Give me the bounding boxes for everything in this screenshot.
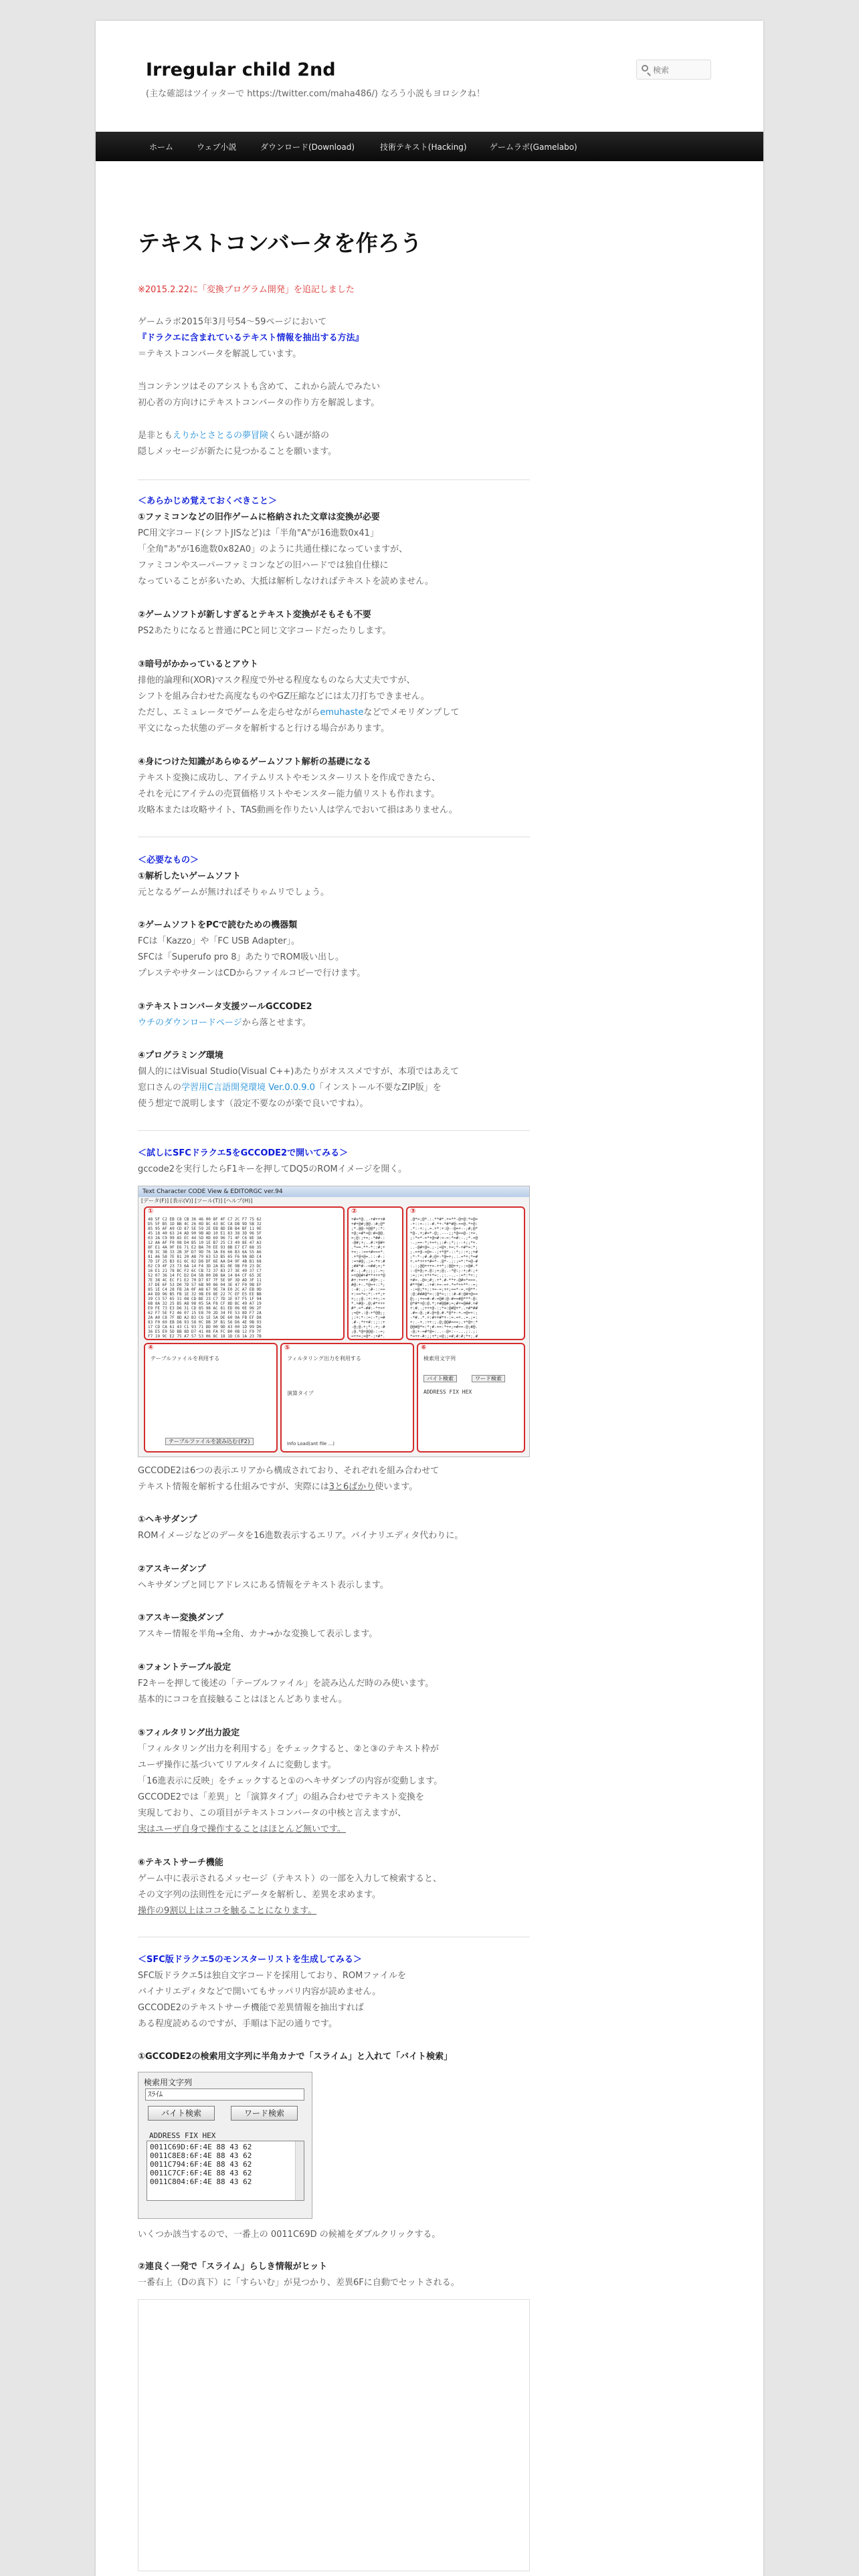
window-menubar: [データ(F)] [表示(V)] [ツール(T)] [ヘルプ(H)]: [141, 1198, 253, 1204]
paragraph-line: 攻略本または攻略サイト、TAS動画を作りたい人は学んでおいて損はありません。: [138, 805, 458, 815]
text: 3と6ばかり: [328, 1482, 375, 1492]
paragraph-line: GCCODE2のテキストサーチ機能で差異情報を抽出すれば: [138, 2003, 364, 2013]
paragraph-line: [138, 705, 459, 722]
paragraph-line: 「全角"あ"が16進数0x82A0」のように共通仕様になっていますが、: [138, 544, 408, 554]
paragraph-line: その文字列の法則性を元にデータを解析し、差異を求めます。: [138, 1890, 381, 1900]
ascii-dump-pane: [347, 1206, 403, 1340]
paragraph-line: gccode2を実行したらF1キーを押してDQ5のROMイメージを開く。: [138, 1164, 407, 1174]
section-title: ＜必要なもの＞: [138, 855, 199, 865]
paragraph-line: プレステやサターンはCDからファイルコピーで行けます。: [138, 968, 366, 978]
intro-line: ＝テキストコンバータを解説しています。: [138, 349, 302, 359]
paragraph-line: [138, 1080, 442, 1097]
entry-title: テキストコンバータを作ろう: [138, 230, 422, 256]
item-heading: ③テキストコンバータ支援ツールGCCODE2: [138, 1002, 312, 1012]
table-file-checkbox[interactable]: テーブルファイルを利用する: [151, 1356, 220, 1362]
update-note: ※2015.2.22に「変換プログラム開発」を追記しました: [138, 285, 355, 295]
kana-noise: .@*=;@*.:.**#*.+=**-@+@:*=@= -+::=-::-#.*+-*#*#@-==@.*+@: .*:-+:;.=.+*:+:@--@=+--;#;@* *@-.+;#=*-@;.---;;*@==@-:+=. ;:*=*-=*+@=#:=-=:*=#:-.;*.=@ -.;==-*;+=+;;:#-;*;;--+;;*+. ..-@#+@=.;-;=@+.+=;*-+#*=:*; ;.=+@-=@=--;+*@*-::*;::+;;+# ;*-*-;#.#;@+-*@=+;.:.=*+;*=# +.=*+++*#=*-.@*-.;:;=*:*=@-# :.:;@@+++=-++*;:@@++;-:=@#.* :-@+@;=.@:;=;@;.-*@:;-+;#:;+ :=;:=:+*+*=:.;:.-..-:=*:*+:; +#=.-@=;#;.+*.#-**+-@#=*===. #**@#:.:+#:+=-=+.*=*++**--=; -:=@;*+;:+=-=;++;==*-=.+@**- :@:###@*=::@*=;:::#-#:@#+@== @;-;+==#-#-=@#:@-#==#@***-@: @*#*+@:@.*;+#@@#;=;#+=@##.+# +:#..;+++@-:;*=:@#@+*..+#*## .#=-@.;#.@+@.#.*@*+-+.=@=+:; -*#..*.+:#++#*+-:=.=+..=.;=: +:.-+.:++:;.@;@@#===;.+*@+:* @@#@*=:*;#-==:*+=;=#==-@;#@. -@;+-=#*@=:..--@+:--...;:.;: *=++-#:;;+*;=@;;=#;#:#;*+;.#: [410, 1217, 478, 1339]
paragraph-line: ファミコンやスーパーファミコンなどの旧ハードでは独自仕様に: [138, 560, 389, 570]
text: テキスト情報を解析する仕組みですが、実際には: [138, 1482, 329, 1492]
load-table-button[interactable]: テーブルファイルを読み込む(F2): [165, 1438, 254, 1445]
paragraph-line: テキスト変換に成功し、アイテムリストやモンスターリストを作成できたら、: [138, 773, 441, 783]
paragraph-line: アスキー情報を半角→全角、カナ→かな変換して表示します。: [138, 1629, 378, 1639]
result-row[interactable]: 0011C794:6F:4E 88 43 62: [150, 2160, 252, 2169]
result-row[interactable]: 0011C7CF:6F:4E 88 43 62: [150, 2169, 252, 2177]
word-search-button[interactable]: ワード検索: [231, 2106, 298, 2121]
intro-line: 隠しメッセージが新たに見つかることを願います。: [138, 447, 337, 457]
paragraph-line: 操作の9割以上はココを触ることになります。: [138, 1906, 317, 1916]
hexdump-noise: 48 5F C2 EB C8 CB 36 46 00 8F 4F C7 2C F7 75 62 D5 5F B5 1D BB 4C 26 0D 8C 43 8C CA DB 9D 5B 32 85 95 AF A9 CD 87 5E 59 2E EB 8D EB B4 BF 11 0E 45 18 40 63 24 AD 90 9B AD 10 E1 83 38 3D 96 5F 03 2A C9 99 A5 EC 44 5D 0D 69 96 71 4F C6 8E 3A 12 AA AF F0 08 D4 B5 10 1E B7 25 C3 49 8E 47 A3 8F E1 4A 9F E6 71 E2 BA 70 EE 93 BB E7 E7 88 35 FB 3C 3B 33 2B 3F D7 9D 76 3A E6 66 B3 6A 55 A6 81 A6 58 7E 81 20 A8 79 63 53 B5 65 F6 9A 8D C4 7D 1F 25 B3 61 6C 82 D8 DF 6E AA D4 9F 4B B1 68 02 C9 4F 23 73 6A 14 F4 3D 2A B1 0E 9B F0 23 DC 16 E1 21 78 BC F2 6C CB 72 37 83 27 3E 49 37 C7 52 07 36 14 FC D2 D4 5B 00 D8 8A 14 84 CF 65 3E 7E 38 4C EC F1 E2 70 D7 97 7F 5E 9F 3D AD 3F 11 37 DE 6F 53 D0 7D 57 6B 90 86 04 3E 47 F0 9B EF 85 1E C4 28 FB 2A 0F A8 67 9E 7A E0 2C A7 EB 0D A4 DD 96 B5 FB 1E 32 9B E9 8E 22 7C EF E5 EE BB 39 C3 57 65 31 08 CD BE 23 C7 7D 1E 97 F5 1F 94 6B 8A 32 25 B5 A8 98 05 5A F8 CF 8D BC 49 A7 19 E9 FE 73 E3 D6 31 CD 85 98 AC 81 ED 06 0E 96 2F 62 F7 5E F2 46 07 15 E8 70 2D 34 FE 53 8D F7 2A 2A A0 C8 7F 8D A2 B3 C6 1E 5A DE 60 9A FB EF D8 83 F0 69 EB D8 93 58 0C DB 3F B1 56 D6 4E 9B 93 17 CD CA 61 43 C1 93 71 DD 00 9D 43 00 1D 99 D6 36 E5 E9 5D BB 8D D7 41 08 FA FC B0 0B 12 F9 7F F7 19 9C E2 75 A7 57 53 06 8C 18 1D C6 1A 23 7B: [148, 1217, 262, 1339]
section-title: ＜あらかじめ覚えておくべきこと＞: [138, 496, 278, 506]
pane-number: ⑤: [284, 1344, 290, 1352]
dream-adventure-link[interactable]: えりかとさとるの夢冒険: [173, 431, 269, 441]
section-title: ＜SFC版ドラクエ5のモンスターリストを生成してみる＞: [138, 1955, 362, 1965]
paragraph-line: 排他的論理和(XOR)マスク程度で外せる程度なものなら大丈夫ですが、: [138, 675, 415, 685]
search-box[interactable]: [636, 60, 711, 80]
paragraph-line: GCCODE2では「差異」と「演算タイプ」の組み合わせでテキスト変換を: [138, 1792, 425, 1802]
pane-number: ②: [351, 1208, 357, 1215]
item-heading: ②ゲームソフトをPCで読むための機器類: [138, 920, 298, 930]
paragraph-line: [138, 1479, 417, 1496]
item-heading: ③暗号がかかっているとアウト: [138, 659, 259, 669]
section-title: ＜試しにSFCドラクエ5をGCCODE2で開いてみる＞: [138, 1148, 349, 1158]
nav-item-hacking[interactable]: 技術テキスト(Hacking): [380, 142, 467, 152]
paragraph-line: 使う想定で説明します（設定不要なのが楽で良いですね）。: [138, 1099, 369, 1109]
ascii-noise: +#=*@..-+#+++# +#+@#;@@-:#;@* ;*.@@-+@@*;:*: +@;=#*=@:#=@@. =;@:;+=;-*##-: -@#;+;..#:+@#+ .*==.**-*::#;+ +=;-:==+#===*. .+*@+@=.::-#-: :=+#@;.;=-*+:# ;##*#--=##;=;* #:.;.#;;;;:.=; =+@@#+#**+++*@ #+:+=++.#@+.;- #@:+-.*@=+::*; :-#:.;-:#-::== +:==*=;*:-+*;+ +;;;@.:+:++;:= *.+#@-.@;#*+++ #*.=*-##:-*+=+ ;=@+.:@-+*@@;; ;:+:*-:=:-*;=# .#-.*++#::;::+ -@;@.+;*:.+;-# ;@.*@+@@@-:-=; =++=;=@*-;+#*.: [351, 1217, 385, 1339]
paragraph-line: 「16進表示に反映」をチェックすると①のヘキサダンプの内容が変動します。: [138, 1776, 443, 1786]
word-search-button[interactable]: ワード検索: [472, 1375, 505, 1382]
text: くらい謎が絡の: [268, 431, 330, 441]
paragraph-line: ユーザ操作に基づいてリアルタイムに変動します。: [138, 1760, 337, 1770]
intro-line: [138, 428, 329, 445]
result-header: ADDRESS FIX HEX: [149, 2131, 216, 2140]
paragraph-line: ある程度読めるのですが、手順は下記の通りです。: [138, 2019, 337, 2029]
item-heading: ①GCCODE2の検索用文字列に半角カナで「スライム」と入れて「バイト検索」: [138, 2052, 453, 2062]
paragraph-line: 実はユーザ自身で操作することはほとんど無いです。: [138, 1824, 346, 1834]
image-placeholder: [138, 2299, 530, 2571]
item-heading: ②連良く一発で「スライム」らしき情報がヒット: [138, 2262, 328, 2272]
item-heading: ④フォントテーブル設定: [138, 1662, 231, 1673]
result-list[interactable]: [147, 2141, 304, 2201]
paragraph-line: FCは「Kazzo」や「FC USB Adapter」。: [138, 936, 300, 946]
text: 是非とも: [138, 431, 173, 441]
result-row[interactable]: 0011C8E8:6F:4E 88 43 62: [150, 2151, 252, 2160]
search-input[interactable]: [652, 64, 710, 77]
paragraph-line: ゲーム中に表示されるメッセージ（テキスト）の一部を入力して検索すると、: [138, 1874, 442, 1884]
site-title[interactable]: Irregular child 2nd: [146, 60, 336, 80]
hexdump-pane: [144, 1206, 345, 1340]
result-row[interactable]: 0011C804:6F:4E 88 43 62: [150, 2177, 252, 2186]
paragraph-line: それを元にアイテムの売買価格リストやモンスター能力値リストも作れます。: [138, 789, 440, 799]
paragraph-line: SFCは「Superufo pro 8」あたりでROM吸い出し。: [138, 952, 344, 962]
item-heading: ②ゲームソフトが新しすぎるとテキスト変換がそもそも不要: [138, 610, 371, 620]
text: から落とせます。: [242, 1018, 311, 1028]
intro-line: 初心者の方向けにテキストコンバータの作り方を解説します。: [138, 398, 380, 408]
item-heading: ⑥テキストサーチ機能: [138, 1858, 223, 1868]
item-heading: ③アスキー変換ダンプ: [138, 1613, 223, 1623]
paragraph-line: シフトを組み合わせた高度なものやGZ圧縮などには太刀打ちできません。: [138, 691, 430, 702]
nav-item-home[interactable]: ホーム: [149, 142, 174, 152]
main-nav: [96, 132, 763, 161]
pane-number: ④: [148, 1344, 154, 1352]
scrollbar[interactable]: [295, 2141, 304, 2200]
divider: [138, 1130, 530, 1131]
nav-item-gamelabo[interactable]: ゲームラボ(Gamelabo): [490, 142, 577, 152]
c-dev-env-link[interactable]: 学習用C言語開発環境 Ver.0.0.9.0: [181, 1083, 315, 1093]
paragraph-line: 平文になった状態のデータを解析すると行ける場合があります。: [138, 724, 389, 734]
paragraph-line: [138, 1015, 311, 1032]
emuhaste-link[interactable]: emuhaste: [320, 708, 364, 718]
text: 「インストール不要なZIP版」を: [314, 1083, 442, 1093]
item-heading: ④プログラミング環境: [138, 1051, 223, 1061]
address-header: ADDRESS FIX HEX: [423, 1389, 472, 1395]
item-heading: ②アスキーダンプ: [138, 1564, 206, 1574]
pane-number: ①: [148, 1208, 154, 1215]
pane-number: ⑥: [421, 1344, 427, 1352]
filter-checkbox[interactable]: フィルタリング出力を利用する: [287, 1356, 361, 1362]
search-string-field[interactable]: ｽﾗｲﾑ: [145, 2088, 304, 2101]
item-heading: ⑤フィルタリング出力設定: [138, 1728, 240, 1738]
ascii-convert-pane: [406, 1206, 525, 1340]
font-table-pane: [144, 1343, 278, 1453]
paragraph-line: PS2あたりになると普通にPCと同じ文字コードだったりします。: [138, 626, 391, 636]
paragraph-line: PC用文字コード(シフトJISなど)は「半角"A"が16進数0x41」: [138, 528, 379, 538]
paragraph-line: バイナリエディタなどで開いてもサッパリ内容が読めません。: [138, 1987, 381, 1997]
gccode2-screenshot: [138, 1186, 530, 1457]
nav-item-download[interactable]: ダウンロード(Download): [260, 142, 355, 152]
paragraph-line: SFC版ドラクエ5は独自文字コードを採用しており、ROMファイルを: [138, 1971, 407, 1981]
intro-line: 当コンテンツはそのアシストも含めて、これから読んでみたい: [138, 382, 381, 392]
window-titlebar: Text Character CODE View & EDITORGC ver.94: [138, 1186, 529, 1197]
site-description: (主な確認はツイッターで https://twitter.com/maha486/) なろう小説もヨロシクね！: [146, 89, 485, 99]
search-string-label: 検索用文字列: [423, 1356, 456, 1362]
item-heading: ①解析したいゲームソフト: [138, 871, 242, 881]
item-heading: ④身につけた知識があらゆるゲームソフト解析の基礎になる: [138, 757, 371, 767]
result-row[interactable]: 0011C69D:6F:4E 88 43 62: [150, 2143, 252, 2151]
status-text: Info Load(ant file ...): [287, 1441, 335, 1446]
paragraph-line: 元となるゲームが無ければそりゃムリでしょう。: [138, 887, 330, 897]
paragraph-line: ROMイメージなどのデータを16進数表示するエリア。バイナリエディタ代わりに。: [138, 1531, 464, 1541]
paragraph-line: なっていることが多いため、大抵は解析しなければテキストを読めません。: [138, 576, 434, 586]
calc-type-label: 演算タイプ: [287, 1390, 314, 1396]
byte-search-button[interactable]: バイト検索: [148, 2106, 215, 2121]
paragraph-line: 「フィルタリング出力を利用する」をチェックすると、②と③のテキスト枠が: [138, 1744, 439, 1754]
text: 窓口さんの: [138, 1083, 182, 1093]
paragraph-line: 個人的にはVisual Studio(Visual C++)あたりがオススメですが、本項ではあえて: [138, 1067, 460, 1077]
byte-search-button[interactable]: バイト検索: [423, 1375, 457, 1382]
text: などでメモリダンプして: [363, 708, 460, 718]
search-group-label: 検索用文字列: [144, 2078, 193, 2087]
paragraph-line: GCCODE2は6つの表示エリアから構成されており、それぞれを組み合わせて: [138, 1466, 440, 1476]
paragraph-line: F2キーを押して後述の「テーブルファイル」を読み込んだ時のみ使います。: [138, 1679, 434, 1689]
pane-number: ③: [410, 1208, 416, 1215]
text-search-pane: [417, 1343, 525, 1453]
intro-line: ゲームラボ2015年3月号54〜59ページにおいて: [138, 317, 327, 327]
filter-pane: [280, 1343, 414, 1453]
search-icon: [642, 65, 648, 72]
paragraph-line: 基本的にココを直接触ることはほとんどありません。: [138, 1695, 347, 1705]
search-screenshot: [138, 2072, 312, 2219]
item-heading: ①ファミコンなどの旧作ゲームに格納された文章は変換が必要: [138, 512, 380, 522]
paragraph-line: ヘキサダンプと同じアドレスにある情報をテキスト表示します。: [138, 1580, 389, 1590]
text: ただし、エミュレータでゲームを走らせながら: [138, 708, 320, 718]
divider: [138, 479, 530, 480]
paragraph-line: いくつか該当するので、一番上の 0011C69D の候補をダブルクリックする。: [138, 2230, 441, 2240]
intro-highlight: 『ドラクエに含まれているテキスト情報を抽出する方法』: [138, 333, 364, 343]
paragraph-line: 一番右上（Dの真下）に「すらいむ」が見つかり、差異6Fに自動でセットされる。: [138, 2278, 460, 2288]
item-heading: ①ヘキサダンプ: [138, 1515, 197, 1525]
text: 使います。: [375, 1482, 418, 1492]
download-page-link[interactable]: ウチのダウンロードページ: [138, 1018, 242, 1028]
nav-item-web-novel[interactable]: ウェブ小説: [197, 142, 237, 152]
paragraph-line: 実現しており、この項目がテキストコンバータの中核と言えますが、: [138, 1808, 407, 1818]
